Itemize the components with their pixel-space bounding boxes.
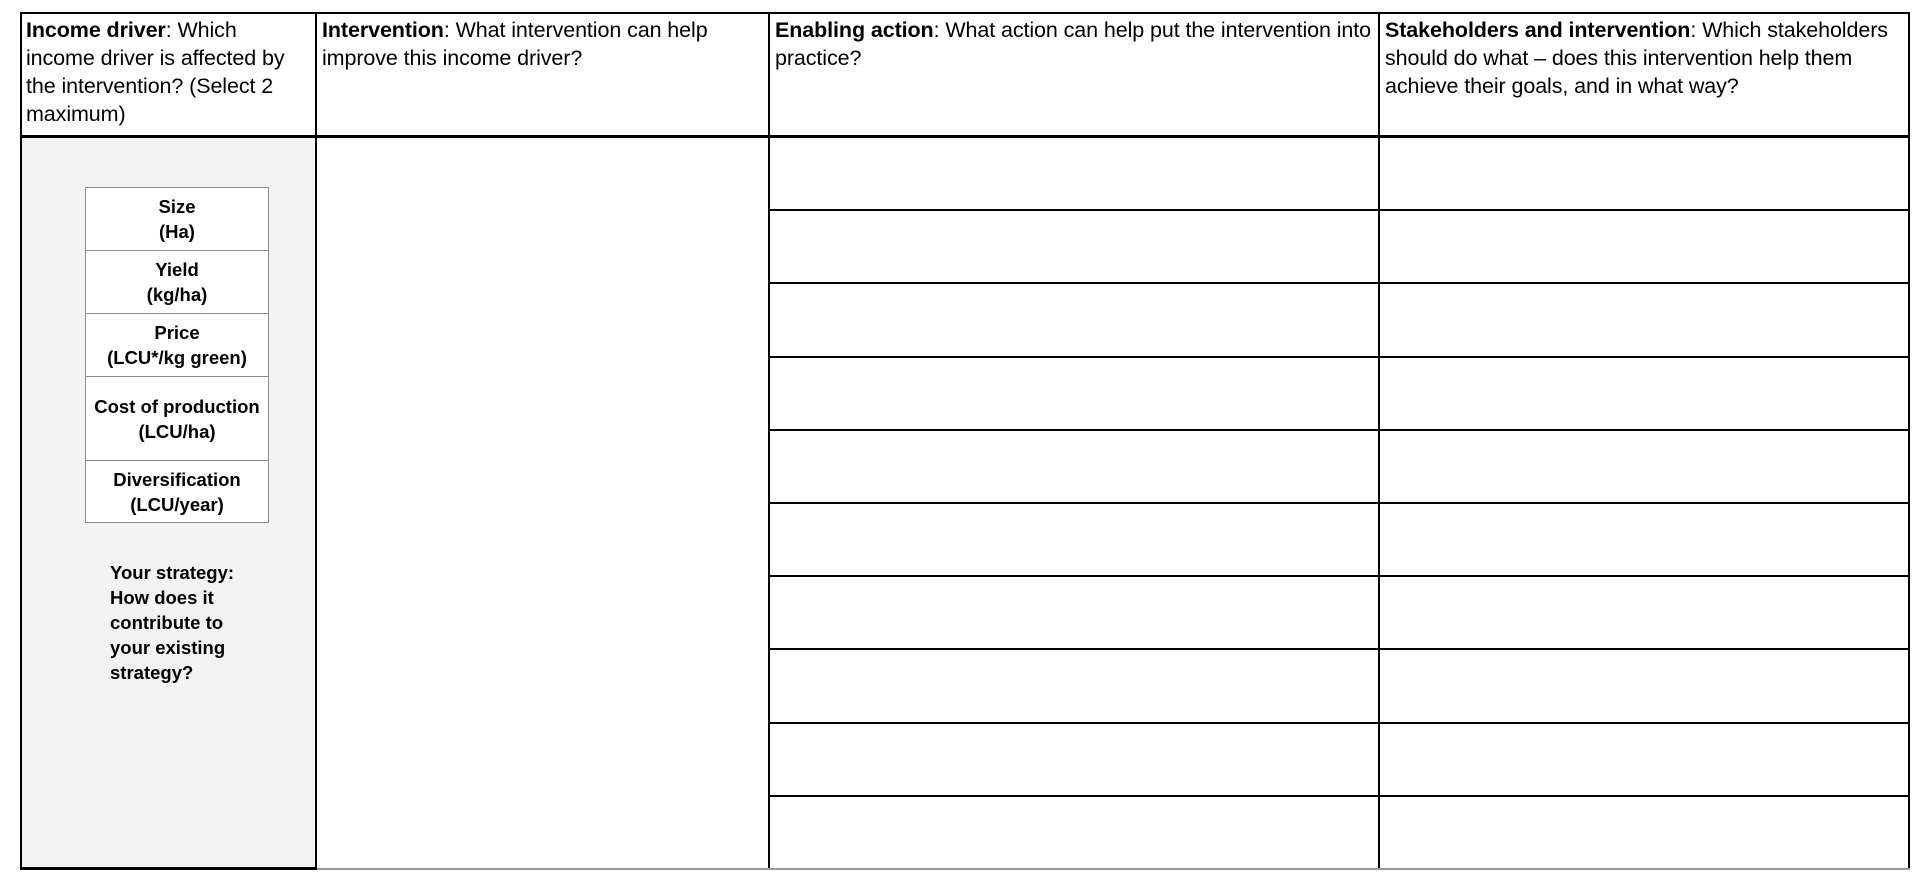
stakeholder-row-cell[interactable] <box>1380 724 1908 795</box>
column-divider-1 <box>315 12 317 870</box>
driver-bottom-border <box>20 867 317 870</box>
enabling-action-row-cell[interactable] <box>770 431 1378 502</box>
row-divider <box>769 356 1909 358</box>
income-driver-option-unit: (LCU/year) <box>130 493 224 515</box>
enabling-action-row-cell[interactable] <box>770 504 1378 575</box>
income-driver-option-label: Price <box>154 322 200 343</box>
strategy-prompt-line: your existing <box>110 637 226 658</box>
header-income-driver-bold: Income driver <box>26 18 166 42</box>
stakeholder-row-cell[interactable] <box>1380 358 1908 429</box>
income-driver-option-unit: (LCU/ha) <box>138 420 216 442</box>
enabling-action-row-cell[interactable] <box>770 650 1378 721</box>
enabling-action-row-cell[interactable] <box>770 284 1378 355</box>
row-divider <box>769 648 1909 650</box>
strategy-prompt-line: Your strategy: <box>110 562 235 583</box>
income-driver-option-yield[interactable] <box>85 250 269 313</box>
income-driver-option-label: Yield <box>155 259 199 280</box>
intervention-input-cell[interactable] <box>318 138 767 868</box>
row-divider <box>769 282 1909 284</box>
header-stakeholders-bold: Stakeholders and intervention <box>1385 18 1691 42</box>
income-driver-option-label: Size <box>158 196 196 217</box>
income-driver-panel <box>20 136 316 870</box>
income-driver-option-label: Diversification <box>113 468 241 490</box>
stakeholder-row-cell[interactable] <box>1380 431 1908 502</box>
strategy-prompt-line: contribute to <box>110 612 224 633</box>
income-driver-option-diversification[interactable] <box>85 460 269 523</box>
header-intervention-text: : What intervention can help improve this income driver? <box>322 18 708 70</box>
income-driver-option-unit: (LCU*/kg green) <box>107 347 247 368</box>
strategy-prompt-line: How does it <box>110 587 214 608</box>
header-enabling-action <box>769 12 1379 136</box>
row-divider <box>769 209 1909 211</box>
header-bottom-border <box>20 135 1910 138</box>
header-enabling-action-bold: Enabling action <box>775 18 934 42</box>
enabling-action-row-cell[interactable] <box>770 724 1378 795</box>
income-driver-option-price[interactable] <box>85 313 269 376</box>
enabling-action-row-cell[interactable] <box>770 577 1378 648</box>
enabling-action-row-cell[interactable] <box>770 138 1378 209</box>
table-left-border <box>20 12 22 870</box>
enabling-action-row-cell[interactable] <box>770 211 1378 282</box>
enabling-action-row-cell[interactable] <box>770 797 1378 868</box>
strategy-worksheet-table <box>20 12 1910 870</box>
table-right-border <box>1908 12 1910 870</box>
column-divider-2 <box>768 12 770 870</box>
income-driver-option-label: Cost of production <box>94 395 260 417</box>
income-driver-option-unit: (kg/ha) <box>146 284 208 305</box>
header-income-driver-text: : Which income driver is affected by the intervention? (Select 2 maximum) <box>26 18 285 126</box>
table-top-border <box>20 12 1910 14</box>
stakeholder-row-cell[interactable] <box>1380 797 1908 868</box>
income-driver-option-unit: (Ha) <box>159 221 195 242</box>
row-divider <box>769 429 1909 431</box>
strategy-prompt-line: strategy? <box>110 662 194 683</box>
stakeholder-row-cell[interactable] <box>1380 577 1908 648</box>
stakeholder-row-cell[interactable] <box>1380 211 1908 282</box>
row-divider <box>769 575 1909 577</box>
header-income-driver <box>20 12 316 136</box>
header-intervention <box>316 12 769 136</box>
header-stakeholders <box>1379 12 1910 136</box>
income-driver-option-size[interactable] <box>85 187 269 250</box>
header-enabling-action-text: : What action can help put the intervention into practice? <box>775 18 1371 70</box>
strategy-prompt <box>110 560 270 685</box>
table-bottom-border <box>317 868 1910 870</box>
stakeholder-row-cell[interactable] <box>1380 284 1908 355</box>
header-stakeholders-text: : Which stakeholders should do what – does this intervention help them achieve their goals, and in what way? <box>1385 18 1888 98</box>
row-divider <box>769 722 1909 724</box>
row-divider <box>769 795 1909 797</box>
header-intervention-bold: Intervention <box>322 18 444 42</box>
stakeholder-row-cell[interactable] <box>1380 138 1908 209</box>
column-divider-3 <box>1378 12 1380 870</box>
row-divider <box>769 502 1909 504</box>
enabling-action-row-cell[interactable] <box>770 358 1378 429</box>
stakeholder-row-cell[interactable] <box>1380 650 1908 721</box>
income-driver-option-cost-of-production[interactable] <box>85 376 269 460</box>
stakeholder-row-cell[interactable] <box>1380 504 1908 575</box>
